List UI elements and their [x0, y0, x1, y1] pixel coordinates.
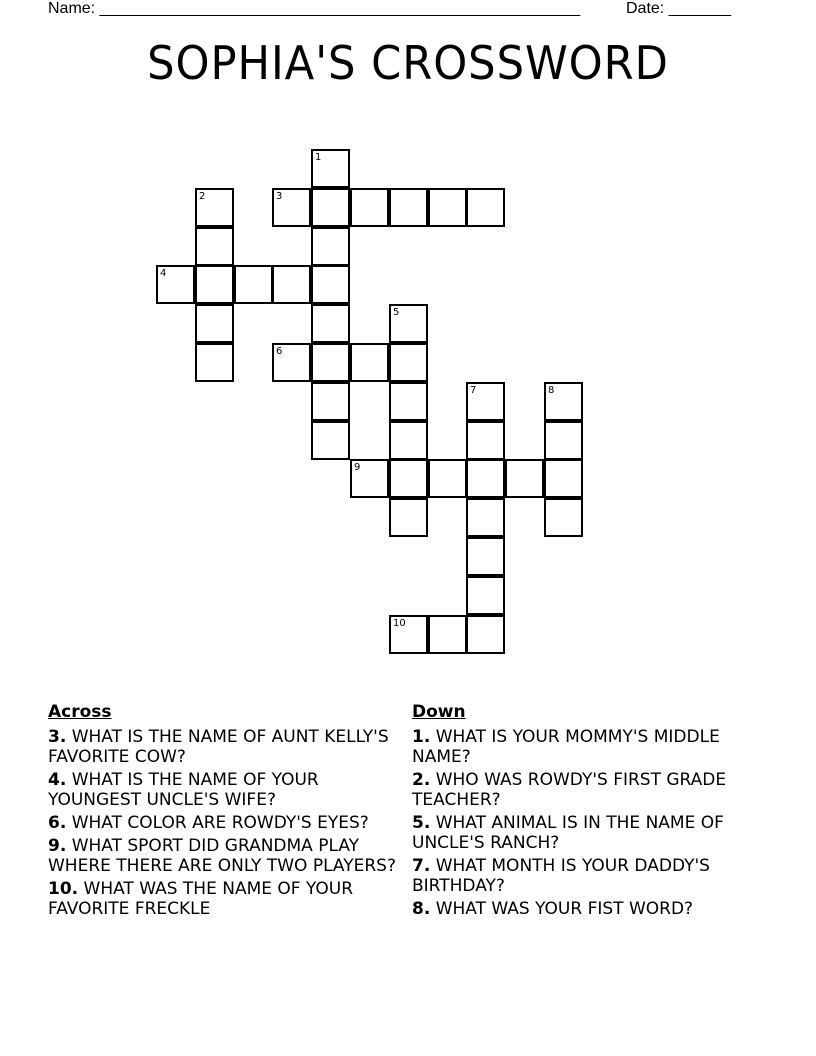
crossword-cell[interactable] [311, 343, 350, 382]
crossword-cell[interactable] [234, 265, 273, 304]
down-clues [412, 702, 762, 922]
clue-down-8: 8. WHAT WAS YOUR FIST WORD? [412, 899, 694, 919]
clue-across-10: 10. WHAT WAS THE NAME OF YOUR FAVORITE FRECKLE [48, 879, 354, 919]
crossword-cell[interactable] [272, 343, 311, 382]
clue-across-4: 4. WHAT IS THE NAME OF YOUR YOUNGEST UNCLE'S WIFE? [48, 770, 319, 810]
crossword-cell[interactable] [544, 459, 583, 498]
clue-down-5: 5. WHAT ANIMAL IS IN THE NAME OF UNCLE'S RANCH? [412, 813, 724, 853]
crossword-cell[interactable] [544, 382, 583, 421]
crossword-cell[interactable] [466, 459, 505, 498]
crossword-cell[interactable] [389, 421, 428, 460]
clue-number: 10 [393, 618, 406, 629]
crossword-cell[interactable] [428, 188, 467, 227]
crossword-cell[interactable] [195, 188, 234, 227]
crossword-cell[interactable] [389, 188, 428, 227]
crossword-cell[interactable] [389, 459, 428, 498]
crossword-cell[interactable] [428, 615, 467, 654]
crossword-cell[interactable] [389, 304, 428, 343]
crossword-cell[interactable] [350, 188, 389, 227]
crossword-cell[interactable] [466, 576, 505, 615]
crossword-cell[interactable] [311, 382, 350, 421]
clue-number: 1 [315, 152, 322, 163]
crossword-cell[interactable] [350, 459, 389, 498]
clue-number: 8 [548, 385, 555, 396]
across-heading: Across [48, 702, 112, 722]
down-heading: Down [412, 702, 466, 722]
page-title: SOPHIA'S CROSSWORD [147, 36, 669, 90]
crossword-cell[interactable] [505, 459, 544, 498]
crossword-cell[interactable] [156, 265, 195, 304]
crossword-cell[interactable] [272, 188, 311, 227]
crossword-cell[interactable] [466, 537, 505, 576]
crossword-cell[interactable] [350, 343, 389, 382]
crossword-cell[interactable] [389, 615, 428, 654]
clue-down-7: 7. WHAT MONTH IS YOUR DADDY'S BIRTHDAY? [412, 856, 710, 896]
crossword-cell[interactable] [195, 343, 234, 382]
crossword-cell[interactable] [466, 421, 505, 460]
crossword-cell[interactable] [311, 265, 350, 304]
clue-number: 3 [276, 191, 283, 202]
crossword-cell[interactable] [311, 188, 350, 227]
crossword-cell[interactable] [389, 382, 428, 421]
crossword-cell[interactable] [311, 421, 350, 460]
clue-number: 7 [470, 385, 477, 396]
crossword-cell[interactable] [544, 498, 583, 537]
crossword-cell[interactable] [389, 498, 428, 537]
crossword-cell[interactable] [466, 382, 505, 421]
crossword-cell[interactable] [272, 265, 311, 304]
crossword-cell[interactable] [428, 459, 467, 498]
across-clues [48, 702, 398, 922]
date-field[interactable]: Date: _______ [626, 0, 731, 17]
crossword-cell[interactable] [195, 265, 234, 304]
clue-number: 9 [354, 462, 361, 473]
crossword-cell[interactable] [195, 304, 234, 343]
crossword-cell[interactable] [311, 304, 350, 343]
crossword-cell[interactable] [311, 227, 350, 266]
crossword-cell[interactable] [544, 421, 583, 460]
clue-down-1: 1. WHAT IS YOUR MOMMY'S MIDDLE NAME? [412, 727, 720, 767]
crossword-cell[interactable] [466, 188, 505, 227]
clue-across-9: 9. WHAT SPORT DID GRANDMA PLAY WHERE THERE ARE ONLY TWO PLAYERS? [48, 836, 396, 876]
crossword-cell[interactable] [466, 615, 505, 654]
clue-number: 6 [276, 346, 283, 357]
name-field[interactable]: Name: ______________________________________________________ [48, 0, 581, 17]
clue-across-3: 3. WHAT IS THE NAME OF AUNT KELLY'S FAVORITE COW? [48, 727, 389, 767]
clue-number: 4 [160, 268, 167, 279]
crossword-cell[interactable] [466, 498, 505, 537]
clue-number: 5 [393, 307, 400, 318]
crossword-cell[interactable] [389, 343, 428, 382]
clue-across-6: 6. WHAT COLOR ARE ROWDY'S EYES? [48, 813, 369, 833]
clue-number: 2 [199, 191, 206, 202]
crossword-cell[interactable] [195, 227, 234, 266]
clue-down-2: 2. WHO WAS ROWDY'S FIRST GRADE TEACHER? [412, 770, 727, 810]
crossword-cell[interactable] [311, 149, 350, 188]
